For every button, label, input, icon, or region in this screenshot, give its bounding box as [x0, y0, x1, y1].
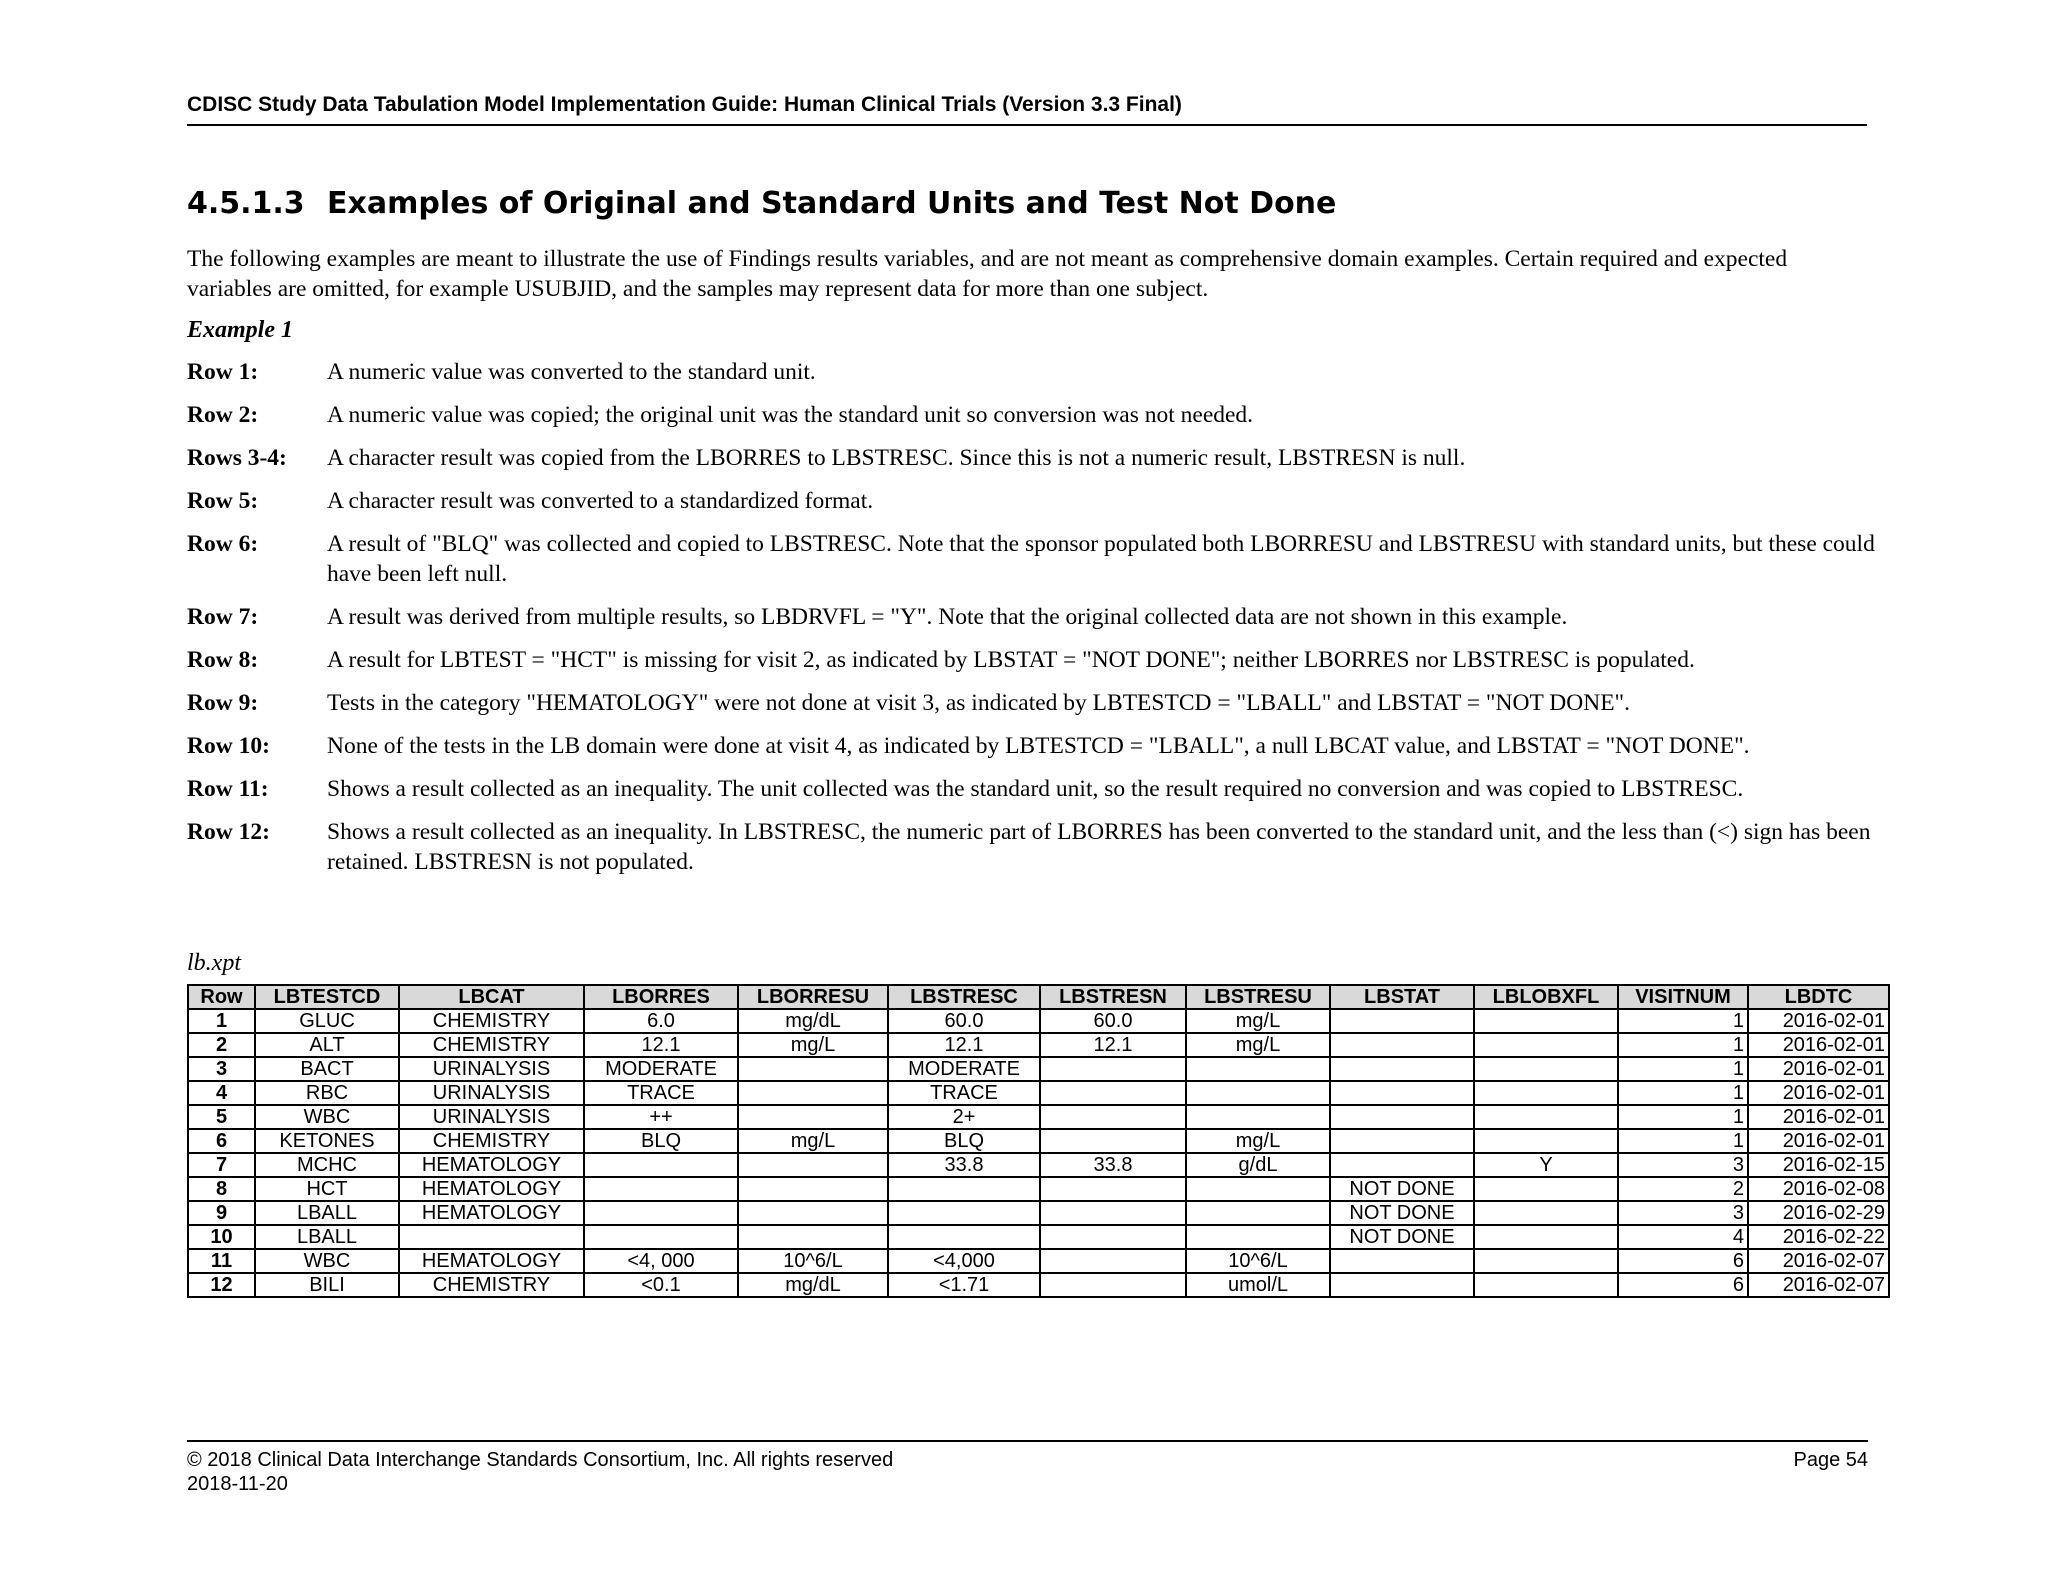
- table-cell: [1330, 1081, 1474, 1105]
- table-cell: [1330, 1273, 1474, 1297]
- table-cell: [738, 1081, 888, 1105]
- column-header: LBSTRESC: [888, 985, 1040, 1009]
- table-cell: 2016-02-01: [1748, 1129, 1889, 1153]
- table-cell: [1474, 1105, 1618, 1129]
- table-cell: [1040, 1273, 1186, 1297]
- table-cell: [738, 1153, 888, 1177]
- table-cell: 2: [1618, 1177, 1748, 1201]
- example-label: Example 1: [187, 317, 293, 343]
- table-cell: 1: [1618, 1129, 1748, 1153]
- table-cell: 60.0: [888, 1009, 1040, 1033]
- column-header: VISITNUM: [1618, 985, 1748, 1009]
- table-cell: 1: [1618, 1033, 1748, 1057]
- table-cell: 60.0: [1040, 1009, 1186, 1033]
- intro-paragraph: The following examples are meant to illustrate the use of Findings results variables, and are not meant as comprehensive domain examples. Certain required and expected variables are omitted, for example USUBJID, and the samples may represent data for more than one subject.: [187, 246, 1788, 302]
- row-number-cell: 4: [188, 1081, 255, 1105]
- table-cell: [1474, 1225, 1618, 1249]
- table-cell: 2016-02-29: [1748, 1201, 1889, 1225]
- table-header-row: [188, 985, 1889, 1009]
- table-cell: [1186, 1201, 1330, 1225]
- row-number-cell: 10: [188, 1225, 255, 1249]
- table-cell: 2016-02-01: [1748, 1081, 1889, 1105]
- table-cell: 12.1: [1040, 1033, 1186, 1057]
- table-cell: 2016-02-15: [1748, 1153, 1889, 1177]
- dataset-file-label: lb.xpt: [187, 950, 241, 976]
- section-number: 4.5.1.3: [187, 186, 305, 221]
- row-description-text: A character result was copied from the LBORRES to LBSTRESC. Since this is not a numeric result, LBSTRESN is null.: [327, 445, 1466, 471]
- table-cell: 4: [1618, 1225, 1748, 1249]
- table-cell: [1330, 1153, 1474, 1177]
- table-cell: 3: [1618, 1153, 1748, 1177]
- column-header: LBDTC: [1748, 985, 1889, 1009]
- table-cell: 10^6/L: [1186, 1249, 1330, 1273]
- section-heading: [187, 186, 1887, 221]
- row-number-cell: 2: [188, 1033, 255, 1057]
- table-cell: BACT: [255, 1057, 399, 1081]
- table-cell: WBC: [255, 1249, 399, 1273]
- table-cell: [1474, 1129, 1618, 1153]
- table-cell: 1: [1618, 1009, 1748, 1033]
- row-description-text: Shows a result collected as an inequality. The unit collected was the standard unit, so the result required no conversion and was copied to LBSTRESC.: [327, 776, 1744, 802]
- table-cell: TRACE: [584, 1081, 738, 1105]
- table-cell: 3: [1618, 1201, 1748, 1225]
- table-cell: HEMATOLOGY: [399, 1153, 584, 1177]
- table-row: [188, 1057, 1889, 1081]
- table-cell: RBC: [255, 1081, 399, 1105]
- row-number-cell: 5: [188, 1105, 255, 1129]
- table-cell: 2016-02-07: [1748, 1249, 1889, 1273]
- table-cell: [584, 1201, 738, 1225]
- row-number-cell: 9: [188, 1201, 255, 1225]
- table-cell: BLQ: [584, 1129, 738, 1153]
- table-cell: URINALYSIS: [399, 1081, 584, 1105]
- table-cell: 2016-02-01: [1748, 1009, 1889, 1033]
- table-cell: mg/L: [1186, 1033, 1330, 1057]
- table-cell: 12.1: [888, 1033, 1040, 1057]
- table-cell: TRACE: [888, 1081, 1040, 1105]
- table-cell: HEMATOLOGY: [399, 1201, 584, 1225]
- row-description-text: A numeric value was converted to the standard unit.: [327, 359, 816, 385]
- document-header-title: CDISC Study Data Tabulation Model Implementation Guide: Human Clinical Trials (Version 3.3 Final): [187, 93, 1182, 116]
- table-cell: [1040, 1201, 1186, 1225]
- table-row: [188, 1129, 1889, 1153]
- table-row: [188, 1225, 1889, 1249]
- row-number-cell: 1: [188, 1009, 255, 1033]
- table-cell: 1: [1618, 1057, 1748, 1081]
- table-cell: 33.8: [1040, 1153, 1186, 1177]
- table-cell: LBALL: [255, 1201, 399, 1225]
- document-header: [187, 92, 1867, 126]
- row-description: [187, 443, 1877, 473]
- table-cell: [1474, 1033, 1618, 1057]
- column-header: LBSTAT: [1330, 985, 1474, 1009]
- column-header: LBCAT: [399, 985, 584, 1009]
- row-number-cell: 7: [188, 1153, 255, 1177]
- column-header: LBORRES: [584, 985, 738, 1009]
- table-cell: [1330, 1249, 1474, 1273]
- row-description-label: Row 10:: [187, 733, 270, 759]
- row-number-cell: 12: [188, 1273, 255, 1297]
- table-cell: [1186, 1081, 1330, 1105]
- table-row: [188, 1009, 1889, 1033]
- table-cell: 1: [1618, 1105, 1748, 1129]
- table-cell: <4,000: [888, 1249, 1040, 1273]
- table-cell: [584, 1225, 738, 1249]
- table-cell: [1040, 1081, 1186, 1105]
- row-description-text: A result for LBTEST = "HCT" is missing for visit 2, as indicated by LBSTAT = "NOT DONE"; neither LBORRES nor LBSTRESC is populated.: [327, 647, 1695, 673]
- table-cell: [1186, 1225, 1330, 1249]
- row-description: [187, 400, 1877, 430]
- column-header: LBTESTCD: [255, 985, 399, 1009]
- column-header: Row: [188, 985, 255, 1009]
- table-row: [188, 1081, 1889, 1105]
- table-cell: umol/L: [1186, 1273, 1330, 1297]
- row-description-text: A result was derived from multiple results, so LBDRVFL = "Y". Note that the original collected data are not shown in this example.: [327, 604, 1568, 630]
- page-footer: [187, 1440, 1868, 1496]
- table-cell: [888, 1177, 1040, 1201]
- row-description: [187, 731, 1877, 761]
- row-description-text: Shows a result collected as an inequality. In LBSTRESC, the numeric part of LBORRES has been converted to the standard unit, and the less than (<) sign has been retained. LBSTRESN is not populated.: [327, 819, 1871, 875]
- table-cell: 33.8: [888, 1153, 1040, 1177]
- table-cell: NOT DONE: [1330, 1201, 1474, 1225]
- table-cell: [1186, 1177, 1330, 1201]
- table-cell: 2016-02-07: [1748, 1273, 1889, 1297]
- table-row: [188, 1105, 1889, 1129]
- table-cell: mg/dL: [738, 1009, 888, 1033]
- table-cell: [1330, 1057, 1474, 1081]
- table-cell: NOT DONE: [1330, 1225, 1474, 1249]
- table-cell: MODERATE: [888, 1057, 1040, 1081]
- table-row: [188, 1249, 1889, 1273]
- table-cell: [1474, 1249, 1618, 1273]
- row-description-text: Tests in the category "HEMATOLOGY" were not done at visit 3, as indicated by LBTESTCD = "LBALL" and LBSTAT = "NOT DONE".: [327, 690, 1631, 716]
- page-number: Page 54: [1793, 1449, 1868, 1471]
- table-cell: Y: [1474, 1153, 1618, 1177]
- table-cell: 6.0: [584, 1009, 738, 1033]
- table-cell: [1474, 1009, 1618, 1033]
- table-cell: HCT: [255, 1177, 399, 1201]
- table-cell: 12.1: [584, 1033, 738, 1057]
- table-cell: URINALYSIS: [399, 1105, 584, 1129]
- table-row: [188, 1153, 1889, 1177]
- table-cell: [1474, 1201, 1618, 1225]
- row-description: [187, 602, 1877, 632]
- table-row: [188, 1201, 1889, 1225]
- table-cell: [738, 1201, 888, 1225]
- table-cell: URINALYSIS: [399, 1057, 584, 1081]
- row-description-label: Row 5:: [187, 488, 259, 514]
- table-cell: GLUC: [255, 1009, 399, 1033]
- table-cell: 10^6/L: [738, 1249, 888, 1273]
- row-description-label: Row 8:: [187, 647, 259, 673]
- table-cell: 2016-02-01: [1748, 1105, 1889, 1129]
- table-cell: KETONES: [255, 1129, 399, 1153]
- table-cell: [1040, 1129, 1186, 1153]
- table-cell: mg/L: [1186, 1009, 1330, 1033]
- row-description: [187, 529, 1877, 589]
- row-number-cell: 6: [188, 1129, 255, 1153]
- table-cell: CHEMISTRY: [399, 1033, 584, 1057]
- table-cell: CHEMISTRY: [399, 1273, 584, 1297]
- table-cell: HEMATOLOGY: [399, 1177, 584, 1201]
- column-header: LBSTRESU: [1186, 985, 1330, 1009]
- row-number-cell: 8: [188, 1177, 255, 1201]
- table-cell: CHEMISTRY: [399, 1129, 584, 1153]
- row-description-list: [187, 357, 1877, 890]
- row-description: [187, 486, 1877, 516]
- table-cell: 2016-02-22: [1748, 1225, 1889, 1249]
- table-cell: 1: [1618, 1081, 1748, 1105]
- row-description-label: Row 7:: [187, 604, 259, 630]
- row-description-label: Row 12:: [187, 819, 270, 845]
- column-header: LBORRESU: [738, 985, 888, 1009]
- footer-date: 2018-11-20: [187, 1473, 288, 1495]
- table-cell: g/dL: [1186, 1153, 1330, 1177]
- table-cell: 6: [1618, 1249, 1748, 1273]
- table-cell: CHEMISTRY: [399, 1009, 584, 1033]
- table-cell: [738, 1105, 888, 1129]
- table-cell: [1040, 1057, 1186, 1081]
- row-description-label: Rows 3-4:: [187, 445, 287, 471]
- row-description-label: Row 9:: [187, 690, 259, 716]
- row-description-text: A result of "BLQ" was collected and copied to LBSTRESC. Note that the sponsor populated both LBORRESU and LBSTRESU with standard units, but these could have been left null.: [327, 531, 1875, 587]
- table-cell: BLQ: [888, 1129, 1040, 1153]
- row-description: [187, 774, 1877, 804]
- column-header: LBLOBXFL: [1474, 985, 1618, 1009]
- table-cell: [738, 1225, 888, 1249]
- table-cell: <4, 000: [584, 1249, 738, 1273]
- table-cell: <0.1: [584, 1273, 738, 1297]
- table-cell: [1040, 1177, 1186, 1201]
- row-description-label: Row 11:: [187, 776, 269, 802]
- table-cell: [738, 1057, 888, 1081]
- table-cell: HEMATOLOGY: [399, 1249, 584, 1273]
- table-cell: [399, 1225, 584, 1249]
- table-cell: BILI: [255, 1273, 399, 1297]
- row-description-text: None of the tests in the LB domain were done at visit 4, as indicated by LBTESTCD = "LBALL", a null LBCAT value, and LBSTAT = "NOT DONE".: [327, 733, 1750, 759]
- row-description-label: Row 1:: [187, 359, 259, 385]
- table-cell: [584, 1177, 738, 1201]
- table-cell: [1330, 1033, 1474, 1057]
- table-cell: NOT DONE: [1330, 1177, 1474, 1201]
- row-description: [187, 357, 1877, 387]
- row-description-label: Row 2:: [187, 402, 259, 428]
- table-cell: 2016-02-01: [1748, 1033, 1889, 1057]
- table-cell: [1040, 1105, 1186, 1129]
- row-number-cell: 11: [188, 1249, 255, 1273]
- table-cell: [888, 1225, 1040, 1249]
- table-cell: 2016-02-08: [1748, 1177, 1889, 1201]
- table-cell: [1186, 1105, 1330, 1129]
- table-cell: mg/L: [1186, 1129, 1330, 1153]
- row-number-cell: 3: [188, 1057, 255, 1081]
- table-row: [188, 1033, 1889, 1057]
- table-cell: [1330, 1129, 1474, 1153]
- table-cell: <1.71: [888, 1273, 1040, 1297]
- table-cell: ALT: [255, 1033, 399, 1057]
- table-cell: mg/dL: [738, 1273, 888, 1297]
- lb-dataset-table: [187, 984, 1890, 1298]
- table-cell: [1474, 1057, 1618, 1081]
- table-cell: [888, 1201, 1040, 1225]
- table-cell: [1186, 1057, 1330, 1081]
- table-cell: 6: [1618, 1273, 1748, 1297]
- table-cell: [1040, 1225, 1186, 1249]
- row-description: [187, 688, 1877, 718]
- table-row: [188, 1273, 1889, 1297]
- table-cell: [1040, 1249, 1186, 1273]
- table-cell: 2+: [888, 1105, 1040, 1129]
- table-cell: 2016-02-01: [1748, 1057, 1889, 1081]
- table-cell: [1330, 1105, 1474, 1129]
- row-description-text: A numeric value was copied; the original unit was the standard unit so conversion was not needed.: [327, 402, 1254, 428]
- table-cell: [1474, 1177, 1618, 1201]
- table-cell: [1474, 1081, 1618, 1105]
- table-cell: WBC: [255, 1105, 399, 1129]
- table-cell: [1330, 1009, 1474, 1033]
- column-header: LBSTRESN: [1040, 985, 1186, 1009]
- table-cell: mg/L: [738, 1033, 888, 1057]
- table-cell: LBALL: [255, 1225, 399, 1249]
- row-description-text: A character result was converted to a standardized format.: [327, 488, 874, 514]
- section-title: Examples of Original and Standard Units and Test Not Done: [327, 186, 1337, 221]
- row-description: [187, 645, 1877, 675]
- footer-copyright: © 2018 Clinical Data Interchange Standards Consortium, Inc. All rights reserved: [187, 1449, 894, 1471]
- table-cell: [1474, 1273, 1618, 1297]
- table-cell: MODERATE: [584, 1057, 738, 1081]
- table-row: [188, 1177, 1889, 1201]
- row-description: [187, 817, 1877, 877]
- table-cell: ++: [584, 1105, 738, 1129]
- row-description-label: Row 6:: [187, 531, 259, 557]
- table-cell: mg/L: [738, 1129, 888, 1153]
- table-cell: [738, 1177, 888, 1201]
- table-cell: MCHC: [255, 1153, 399, 1177]
- table-cell: [584, 1153, 738, 1177]
